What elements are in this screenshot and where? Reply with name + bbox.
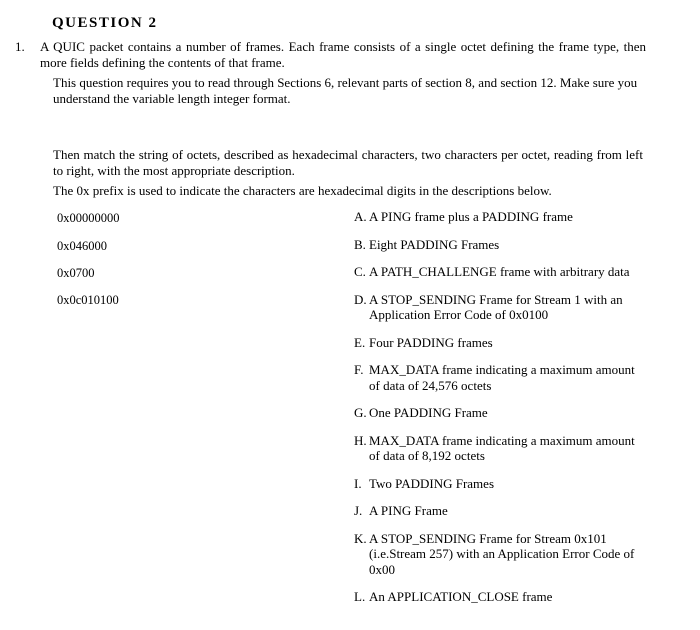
answer-text: Eight PADDING Frames (369, 236, 500, 252)
answer-letter: F. (354, 362, 364, 377)
answer-option-j (354, 503, 644, 519)
question-number: 1. (15, 39, 25, 54)
answer-option-c (354, 264, 644, 280)
answer-option-i (354, 476, 644, 492)
instruction-sections: This question requires you to read through Sections 6, relevant parts of section 8, and section 12. Make sure you understand the variable length integer format. (53, 75, 638, 106)
answer-letter: K. (354, 530, 367, 546)
answer-option-b (354, 237, 644, 253)
answer-letter: E. (354, 334, 366, 350)
answer-text: A STOP_SENDING Frame for Stream 0x101 (i.e.Stream 257) with an Application Error Code of 0x00 (369, 530, 635, 577)
instruction-matching: Then match the string of octets, described as hexadecimal characters, two characters per octet, reading from left to right, with the most appropriate description. (53, 147, 643, 178)
answer-letter: H. (354, 432, 367, 448)
answer-letter: A. (354, 209, 367, 224)
answer-text: A PING Frame (369, 503, 448, 518)
answer-text: One PADDING Frame (369, 405, 488, 420)
answer-letter: D. (354, 291, 367, 307)
answer-letter: G. (354, 405, 367, 420)
answer-option-k (354, 531, 644, 578)
answer-option-h (354, 433, 644, 464)
answer-option-l (354, 589, 644, 605)
answer-letter: B. (354, 236, 366, 252)
answer-text: An APPLICATION_CLOSE frame (369, 589, 553, 604)
answer-text: Four PADDING frames (369, 334, 493, 350)
octet-string-2: 0x046000 (57, 239, 107, 253)
answer-text: A STOP_SENDING Frame for Stream 1 with an Application Error Code of 0x0100 (369, 291, 623, 322)
octet-string-4: 0x0c010100 (57, 293, 119, 307)
answer-options (354, 209, 644, 617)
answer-text: A PING frame plus a PADDING frame (369, 209, 573, 224)
question-intro: A QUIC packet contains a number of frames. Each frame consists of a single octet defining the frame type, then more fields defining the contents of that frame. (40, 39, 646, 70)
answer-option-f (354, 362, 644, 393)
answer-letter: I. (354, 475, 362, 491)
answer-text: A PATH_CHALLENGE frame with arbitrary data (369, 264, 630, 279)
answer-text: Two PADDING Frames (369, 475, 494, 491)
answer-text: MAX_DATA frame indicating a maximum amount of data of 24,576 octets (369, 362, 635, 393)
octet-string-1: 0x00000000 (57, 211, 120, 225)
octet-string-3: 0x0700 (57, 266, 95, 280)
answer-option-e (354, 335, 644, 351)
question-heading: QUESTION 2 (52, 15, 158, 31)
answer-option-g (354, 405, 644, 421)
answer-option-d (354, 292, 644, 323)
answer-letter: C. (354, 264, 366, 279)
answer-letter: J. (354, 503, 363, 518)
answer-letter: L. (354, 589, 366, 604)
answer-option-a (354, 209, 644, 225)
answer-text: MAX_DATA frame indicating a maximum amount of data of 8,192 octets (369, 432, 635, 463)
instruction-hex-prefix: The 0x prefix is used to indicate the characters are hexadecimal digits in the descriptions below. (53, 183, 552, 198)
